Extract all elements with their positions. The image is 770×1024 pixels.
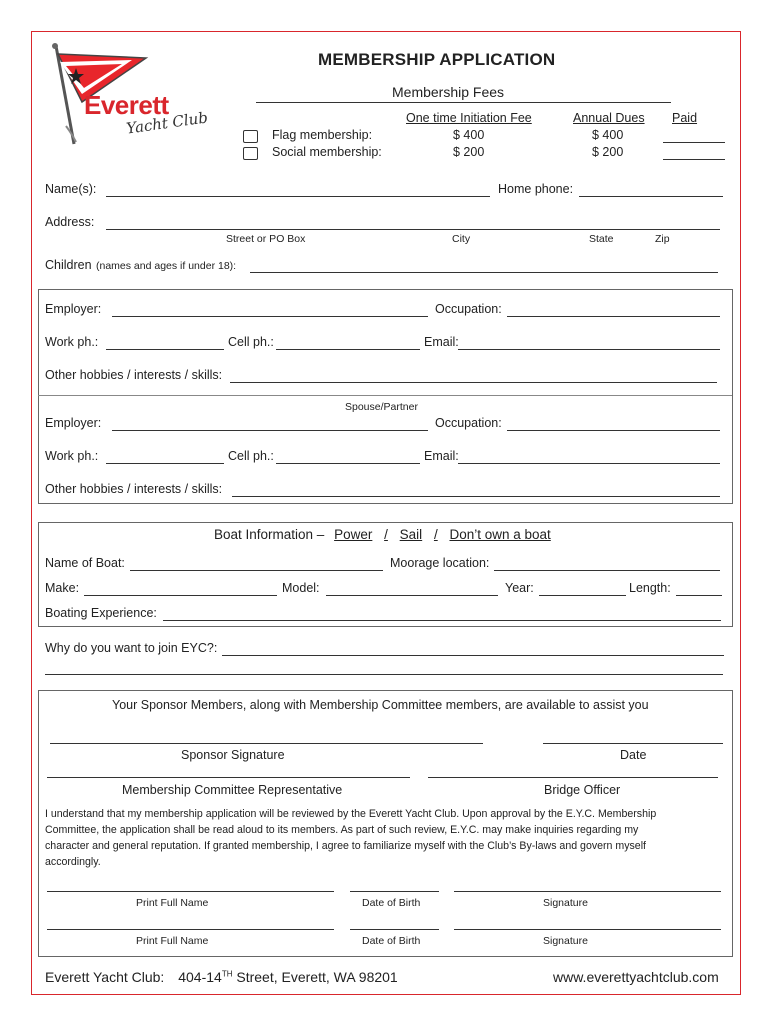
boat-option-separator-1: / bbox=[384, 527, 388, 542]
boat-name-field[interactable] bbox=[130, 570, 383, 571]
spouse-work-phone-field[interactable] bbox=[106, 463, 224, 464]
fees-col-paid: Paid bbox=[672, 111, 698, 125]
club-logo bbox=[36, 38, 209, 148]
sponsor-signature-caption: Sponsor Signature bbox=[181, 748, 285, 762]
employer-label: Employer: bbox=[45, 302, 102, 316]
length-label: Length: bbox=[629, 581, 671, 595]
committee-rep-caption: Membership Committee Representative bbox=[122, 783, 343, 797]
flag-membership-label: Flag membership: bbox=[272, 128, 373, 142]
footer-street-rest: Street, Everett, WA 98201 bbox=[236, 969, 398, 985]
model-label: Model: bbox=[282, 581, 320, 595]
signature-field-1[interactable] bbox=[454, 891, 721, 892]
footer-address bbox=[45, 969, 398, 985]
dob-caption-2: Date of Birth bbox=[362, 935, 421, 947]
social-annual-dues: $ 200 bbox=[592, 145, 624, 159]
children-label: Children bbox=[45, 258, 92, 272]
spouse-occupation-field[interactable] bbox=[507, 430, 720, 431]
spouse-email-field[interactable] bbox=[458, 463, 720, 464]
boat-name-label: Name of Boat: bbox=[45, 556, 125, 570]
spouse-employer-label: Employer: bbox=[45, 416, 102, 430]
spouse-hobbies-label: Other hobbies / interests / skills: bbox=[45, 482, 223, 496]
spouse-hobbies-field[interactable] bbox=[232, 496, 720, 497]
statement-line-3: character and general reputation. If granted membership, I agree to familiarize myself with the Club’s By-laws and govern myself bbox=[45, 840, 646, 852]
occupation-field[interactable] bbox=[507, 316, 720, 317]
statement-line-4: accordingly. bbox=[45, 856, 101, 868]
work-phone-label: Work ph.: bbox=[45, 335, 99, 349]
fees-heading: Membership Fees bbox=[392, 84, 505, 100]
dob-field-1[interactable] bbox=[350, 891, 439, 892]
work-phone-field[interactable] bbox=[106, 349, 224, 350]
print-name-caption-2: Print Full Name bbox=[136, 935, 209, 947]
dob-field-2[interactable] bbox=[350, 929, 439, 930]
bridge-officer-caption: Bridge Officer bbox=[544, 783, 621, 797]
year-label: Year: bbox=[505, 581, 534, 595]
employer-field[interactable] bbox=[112, 316, 428, 317]
why-join-field-2[interactable] bbox=[45, 674, 723, 675]
signature-field-2[interactable] bbox=[454, 929, 721, 930]
boat-option-power[interactable]: Power bbox=[334, 527, 373, 542]
why-join-label: Why do you want to join EYC?: bbox=[45, 641, 218, 655]
spouse-employer-field[interactable] bbox=[112, 430, 428, 431]
flag-annual-dues: $ 400 bbox=[592, 128, 624, 142]
statement-line-1: I understand that my membership application will be reviewed by the Everett Yacht Club. Upon approval by the E.Y.C. Membership bbox=[45, 808, 657, 820]
make-label: Make: bbox=[45, 581, 80, 595]
committee-rep-field[interactable] bbox=[47, 777, 410, 778]
cell-phone-label: Cell ph.: bbox=[228, 335, 274, 349]
logo-word-yacht-club: Yacht Club bbox=[125, 108, 209, 138]
fees-col-initiation: One time Initiation Fee bbox=[406, 111, 532, 125]
hobbies-field[interactable] bbox=[230, 382, 717, 383]
employment-section bbox=[38, 289, 733, 504]
cell-phone-field[interactable] bbox=[276, 349, 420, 350]
spouse-cell-phone-field[interactable] bbox=[276, 463, 420, 464]
fees-heading-line bbox=[256, 102, 671, 103]
spouse-email-label: Email: bbox=[424, 449, 459, 463]
flag-paid-field[interactable] bbox=[663, 142, 725, 143]
children-field[interactable] bbox=[250, 272, 718, 273]
experience-label: Boating Experience: bbox=[45, 606, 157, 620]
social-initiation-fee: $ 200 bbox=[453, 145, 485, 159]
footer-club-name: Everett Yacht Club: bbox=[45, 969, 165, 985]
statement-line-2: Committee, the application shall be read aloud to its members. As part of such review, E.Y.C. may make inquiries regarding my bbox=[45, 824, 639, 836]
why-join-field[interactable] bbox=[222, 655, 724, 656]
fees-col-dues: Annual Dues bbox=[573, 111, 645, 125]
sponsor-heading: Your Sponsor Members, along with Membership Committee members, are available to assist you bbox=[112, 698, 649, 712]
address-field[interactable] bbox=[106, 229, 720, 230]
signature-caption-2: Signature bbox=[543, 935, 588, 947]
flag-membership-checkbox[interactable] bbox=[243, 130, 258, 143]
footer-street-suffix: TH bbox=[221, 969, 233, 979]
city-caption: City bbox=[452, 233, 471, 245]
social-paid-field[interactable] bbox=[663, 159, 725, 160]
names-label: Name(s): bbox=[45, 182, 97, 196]
social-membership-checkbox[interactable] bbox=[243, 147, 258, 160]
boat-option-sail[interactable]: Sail bbox=[399, 527, 423, 542]
state-caption: State bbox=[589, 233, 614, 245]
moorage-field[interactable] bbox=[494, 570, 720, 571]
flag-initiation-fee: $ 400 bbox=[453, 128, 485, 142]
make-field[interactable] bbox=[84, 595, 277, 596]
spouse-work-phone-label: Work ph.: bbox=[45, 449, 99, 463]
email-label: Email: bbox=[424, 335, 459, 349]
print-name-caption-1: Print Full Name bbox=[136, 897, 209, 909]
footer-street-number: 404-14 bbox=[178, 969, 222, 985]
sponsor-date-field[interactable] bbox=[543, 743, 723, 744]
print-name-field-1[interactable] bbox=[47, 891, 334, 892]
spouse-occupation-label: Occupation: bbox=[435, 416, 502, 430]
spouse-caption: Spouse/Partner bbox=[345, 401, 418, 413]
length-field[interactable] bbox=[676, 595, 722, 596]
home-phone-field[interactable] bbox=[579, 196, 723, 197]
page-title: MEMBERSHIP APPLICATION bbox=[318, 50, 556, 69]
model-field[interactable] bbox=[326, 595, 498, 596]
spouse-divider bbox=[38, 395, 732, 396]
address-label: Address: bbox=[45, 215, 95, 229]
hobbies-label: Other hobbies / interests / skills: bbox=[45, 368, 223, 382]
spouse-cell-phone-label: Cell ph.: bbox=[228, 449, 274, 463]
year-field[interactable] bbox=[539, 595, 626, 596]
children-note: (names and ages if under 18): bbox=[96, 260, 237, 272]
print-name-field-2[interactable] bbox=[47, 929, 334, 930]
sponsor-signature-field[interactable] bbox=[50, 743, 483, 744]
names-field[interactable] bbox=[106, 196, 490, 197]
sponsor-date-caption: Date bbox=[620, 748, 647, 762]
zip-caption: Zip bbox=[655, 233, 670, 245]
boat-heading-label: Boat Information – bbox=[214, 527, 325, 542]
occupation-label: Occupation: bbox=[435, 302, 502, 316]
signature-caption-1: Signature bbox=[543, 897, 588, 909]
home-phone-label: Home phone: bbox=[498, 182, 574, 196]
bridge-officer-field[interactable] bbox=[428, 777, 718, 778]
experience-field[interactable] bbox=[163, 620, 721, 621]
email-field[interactable] bbox=[458, 349, 720, 350]
street-caption: Street or PO Box bbox=[226, 233, 306, 245]
footer-website[interactable]: www.everettyachtclub.com bbox=[553, 969, 719, 985]
social-membership-label: Social membership: bbox=[272, 145, 382, 159]
logo-word-everett: Everett bbox=[84, 90, 169, 120]
moorage-label: Moorage location: bbox=[390, 556, 490, 570]
boat-option-separator-2: / bbox=[433, 527, 438, 542]
dob-caption-1: Date of Birth bbox=[362, 897, 421, 909]
boat-heading bbox=[214, 527, 551, 542]
boat-option-none[interactable]: Don’t own a boat bbox=[449, 527, 551, 542]
